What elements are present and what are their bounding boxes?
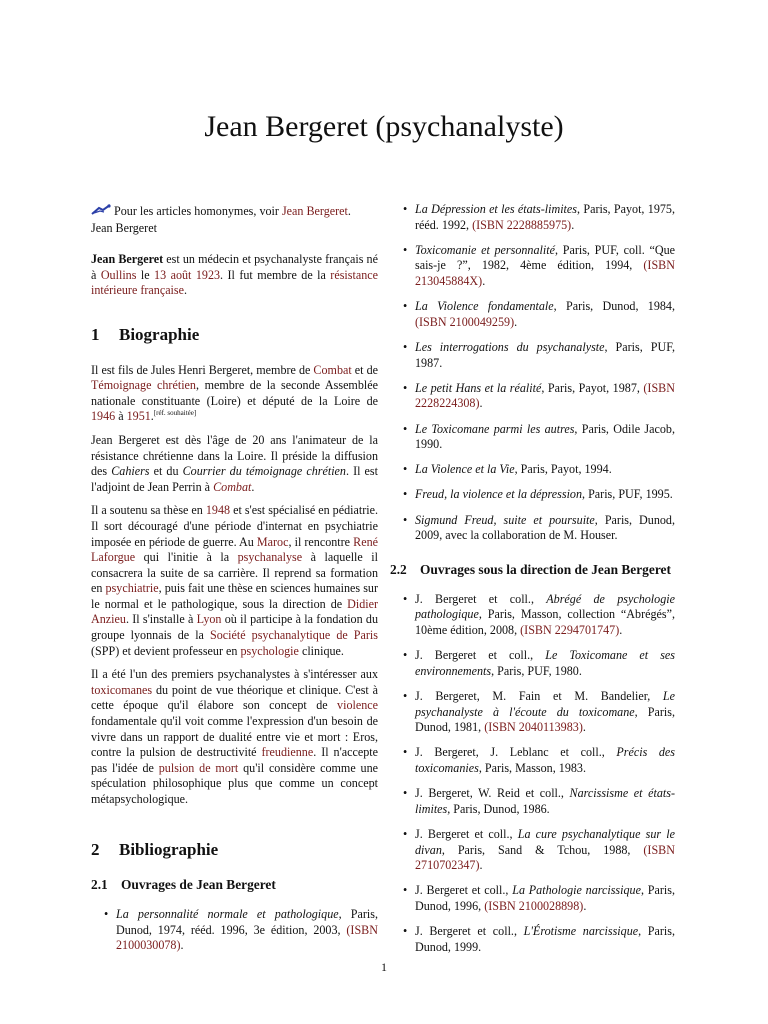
list-item: • Toxicomanie et personnalité, Paris, PUF, coll. “Que sais-je ?”, 1982, 4ème édition, 1994, (ISBN 213045884X). — [403, 242, 675, 288]
subject-name: Jean Bergeret — [91, 252, 164, 267]
section-heading-biographie: 1 Biographie — [91, 324, 200, 344]
subsection-heading-ouvrages: 2.1 Ouvrages de Jean Bergeret — [91, 877, 276, 893]
list-item: • La Dépression et les états-limites, Paris, Payot, 1975, rééd. 1992, (ISBN 2228885975). — [403, 202, 675, 232]
page-number: 1 — [381, 960, 387, 974]
link-temoignage[interactable]: Témoignage chrétien — [91, 378, 196, 393]
isbn-link[interactable]: (ISBN 2100049259) — [415, 314, 515, 329]
link-1948[interactable]: 1948 — [205, 503, 231, 518]
link-1946[interactable]: 1946 — [91, 409, 116, 424]
list-item: • Le petit Hans et la réalité, Paris, Payot, 1987, (ISBN 2228224308). — [403, 380, 675, 411]
link-oullins[interactable]: Oullins — [100, 267, 137, 282]
list-item: • J. Bergeret, W. Reid et coll., Narcissisme et états-limites, Paris, Dunod, 1986. — [403, 786, 675, 816]
biography-paragraph: Jean Bergeret est dès l'âge de 20 ans l'animateur de la résistance chrétienne dans la Loire. Il préside la diffusion des Cahiers et du Courrier du témoignage chrétien. Il est l'adjoint de Jean Perrin à Combat. — [91, 432, 378, 494]
isbn-link[interactable]: (ISBN 2228885975) — [472, 217, 572, 232]
directed-works-list — [390, 592, 675, 955]
link-combat[interactable]: Combat — [213, 479, 252, 494]
subsection-heading-direction: 2.2 Ouvrages sous la direction de Jean Bergeret — [390, 561, 671, 577]
citation-needed[interactable]: [réf. souhaitée] — [153, 409, 197, 418]
link-toxicomanes[interactable]: toxicomanes — [91, 682, 153, 697]
list-item: • J. Bergeret et coll., Abrégé de psychologie pathologique, Paris, Masson, collection “Abrégés”, 10ème édition, 2008, (ISBN 2294701747). — [403, 591, 675, 638]
list-item: • J. Bergeret et coll., Le Toxicomane et ses environnements, Paris, PUF, 1980. — [403, 648, 675, 678]
link-1951[interactable]: 1951 — [126, 409, 151, 424]
list-item: • La Violence et la Vie, Paris, Payot, 1994. — [403, 462, 612, 477]
section-heading-bibliographie: 2 Bibliographie — [91, 839, 219, 859]
hatnote: Pour les articles homonymes, voir Jean Bergeret. — [91, 204, 378, 221]
left-column — [91, 204, 378, 963]
list-item: • J. Bergeret et coll., L'Érotisme narcissique, Paris, Dunod, 1999. — [403, 924, 675, 954]
isbn-link[interactable]: (ISBN 2228224308) — [415, 380, 675, 411]
list-item: • Freud, la violence et la dépression, Paris, PUF, 1995. — [403, 487, 673, 502]
link-anzieu[interactable]: Didier Anzieu — [91, 596, 378, 627]
link-resistance[interactable]: résistance intérieure française — [91, 267, 378, 298]
works-list-left — [91, 907, 378, 954]
list-item: • La personnalité normale et pathologique, Paris, Dunod, 1974, rééd. 1996, 3e édition, 2003, (ISBN 2100030078). — [104, 907, 378, 953]
list-item: • Les interrogations du psychanalyste, Paris, PUF, 1987. — [403, 339, 675, 370]
link-psychanalyse[interactable]: psychanalyse — [237, 550, 303, 565]
biography-paragraph: Il a soutenu sa thèse en 1948 et s'est spécialisé en pédiatrie. Il sort découragé d'une période d'internat en psychiatrie imposée en période de guerre. Au Maroc, il rencontre René Laforgue qui l'initie à la psychanalyse à laquelle il consacrera la suite de sa carrière. Il reprend sa formation en psychiatrie, puis fait une thèse en sciences humaines sur le normal et le pathologique, sous la direction de Didier Anzieu. Il s'installe à Lyon où il participe à la fondation du groupe lyonnais de la Société psychanalytique de Paris (SPP) et devient professeur en psychologie clinique. — [91, 503, 379, 658]
biography-paragraph: Il a été l'un des premiers psychanalystes à s'intéresser aux toxicomanes du point de vue théorique et clinique. C'est à cette époque qu'il élabore son concept de violence fondamentale qu'il voit comme l'expression d'un besoin de vivre dans un rapport de dualité entre vie et mort : Eros, contre la pulsion de destructivité freudienne. Il n'accepte pas l'idée de pulsion de mort qu'il considère comme une spéculation philosophique plus que comme un concept métapsychologique. — [91, 667, 379, 806]
right-column — [390, 202, 675, 965]
list-item: • J. Bergeret, M. Fain et M. Bandelier, Le psychanalyste à l'écoute du toxicomane, Paris, Dunod, 1981, (ISBN 2040113983). — [403, 689, 675, 735]
list-item: • Le Toxicomane parmi les autres, Paris, Odile Jacob, 1990. — [403, 421, 675, 452]
link-lyon[interactable]: Lyon — [196, 612, 222, 627]
list-item: • La Violence fondamentale, Paris, Dunod, 1984, (ISBN 2100049259). — [403, 299, 675, 329]
isbn-link[interactable]: (ISBN 2100030078) — [116, 922, 378, 953]
link-freudienne[interactable]: freudienne — [261, 745, 314, 760]
link-laforgue[interactable]: René Laforgue — [91, 534, 378, 565]
works-list-right — [390, 202, 675, 544]
hatnote-text: Pour les articles homonymes, voir — [114, 204, 282, 218]
list-item: • J. Bergeret et coll., La cure psychanalytique sur le divan, Paris, Sand & Tchou, 1988, (ISBN 2710702347). — [403, 826, 675, 873]
link-combat[interactable]: Combat — [313, 362, 352, 377]
link-psychologie[interactable]: psychologie — [240, 643, 299, 658]
link-violence[interactable]: violence — [337, 698, 378, 713]
list-item: • Sigmund Freud, suite et poursuite, Paris, Dunod, 2009, avec la collaboration de M. Houser. — [403, 512, 675, 543]
link-year[interactable]: 1923 — [195, 267, 221, 282]
isbn-link[interactable]: (ISBN 213045884X) — [415, 258, 675, 288]
list-item: • J. Bergeret et coll., La Pathologie narcissique, Paris, Dunod, 1996, (ISBN 2100028898). — [403, 883, 675, 913]
link-maroc[interactable]: Maroc — [256, 534, 289, 549]
isbn-link[interactable]: (ISBN 2710702347) — [415, 842, 675, 873]
isbn-link[interactable]: (ISBN 2040113983) — [484, 720, 583, 735]
intro-paragraph: Jean Bergeret est un médecin et psychanalyste français né à Oullins le 13 août 1923. Il fut membre de la résistance intérieure française. — [91, 252, 378, 298]
isbn-link[interactable]: (ISBN 2100028898) — [484, 898, 584, 913]
link-psychiatrie[interactable]: psychiatrie — [105, 581, 159, 596]
isbn-link[interactable]: (ISBN 2294701747) — [520, 623, 620, 638]
biography-paragraph: Il est fils de Jules Henri Bergeret, membre de Combat et de Témoignage chrétien, membre de la seconde Assemblée nationale constituante (Loire) et député de la Loire de 1946 à 1951.[réf. souhaitée] — [91, 362, 378, 424]
link-spp[interactable]: Société psychanalytique de Paris — [210, 628, 378, 643]
list-item: • J. Bergeret, J. Leblanc et coll., Précis des toxicomanies, Paris, Masson, 1983. — [403, 745, 675, 775]
link-pulsion-de-mort[interactable]: pulsion de mort — [158, 760, 239, 775]
page-title: Jean Bergeret (psychanalyste) — [204, 110, 564, 143]
hatnote-link[interactable]: Jean Bergeret — [281, 204, 348, 218]
link-date[interactable]: 13 août — [154, 267, 192, 282]
disambiguation-icon — [91, 204, 111, 221]
hatnote-subtitle: Jean Bergeret — [91, 220, 157, 235]
